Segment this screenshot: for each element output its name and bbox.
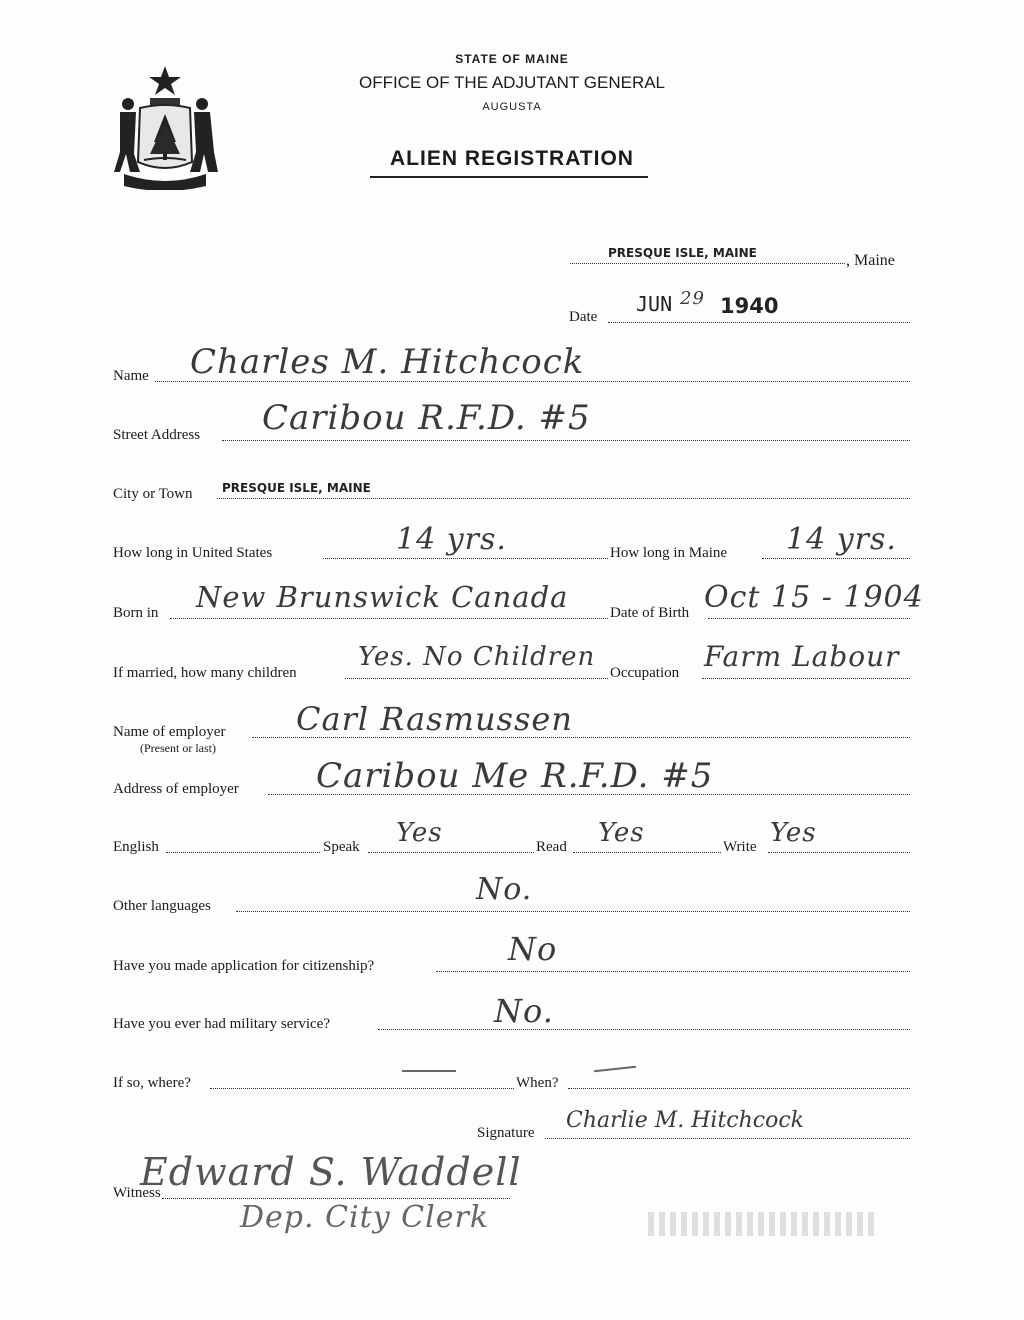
date-stamp-year: 1940	[720, 294, 779, 318]
value-born-in: New Brunswick Canada	[196, 580, 569, 614]
value-street-address: Caribou R.F.D. #5	[262, 398, 591, 438]
when-dash-mark	[594, 1066, 636, 1072]
label-other-languages: Other languages	[113, 898, 211, 914]
label-born-in: Born in	[113, 605, 159, 621]
value-employer-address: Caribou Me R.F.D. #5	[316, 756, 714, 796]
label-signature: Signature	[477, 1125, 535, 1141]
label-occupation: Occupation	[610, 665, 680, 681]
label-speak: Speak	[323, 839, 360, 855]
label-city-town: City or Town	[113, 486, 193, 502]
label-street-address: Street Address	[113, 427, 201, 443]
label-witness: Witness	[113, 1185, 161, 1201]
title-underline	[370, 176, 648, 178]
value-read: Yes	[598, 818, 645, 848]
value-date-of-birth: Oct 15 - 1904	[704, 580, 924, 615]
label-name: Name	[113, 368, 149, 384]
label-when: When?	[516, 1075, 559, 1091]
value-witness-title: Dep. City Clerk	[240, 1200, 489, 1235]
label-where: If so, where?	[113, 1075, 191, 1091]
value-write: Yes	[770, 818, 817, 848]
label-employer-name: Name of employer	[113, 724, 226, 740]
value-name: Charles M. Hitchcock	[190, 342, 585, 382]
label-date-of-birth: Date of Birth	[610, 605, 690, 621]
date-day-handwritten: 29	[680, 288, 705, 309]
value-signature: Charlie M. Hitchcock	[566, 1108, 805, 1133]
value-citizenship: No	[508, 930, 558, 968]
label-citizenship: Have you made application for citizenship?	[113, 958, 375, 974]
date-stamp-month: JUN	[636, 292, 673, 316]
label-english: English	[113, 839, 159, 855]
label-employer-address: Address of employer	[113, 781, 239, 797]
faded-stamp-smudge	[648, 1212, 878, 1236]
label-how-long-us: How long in United States	[113, 545, 273, 561]
value-how-long-maine: 14 yrs.	[786, 522, 897, 557]
form-title: ALIEN REGISTRATION	[390, 147, 634, 170]
header-city: AUGUSTA	[482, 101, 542, 113]
label-how-long-maine: How long in Maine	[610, 545, 728, 561]
place-suffix: , Maine	[846, 252, 895, 269]
date-label: Date	[569, 309, 598, 325]
label-write: Write	[723, 839, 757, 855]
value-occupation: Farm Labour	[704, 640, 900, 673]
value-speak: Yes	[396, 818, 443, 848]
seal-banner-text: MAINE	[146, 172, 180, 182]
place-stamp: PRESQUE ISLE, MAINE	[608, 246, 757, 260]
label-read: Read	[536, 839, 567, 855]
value-city-stamp: PRESQUE ISLE, MAINE	[222, 481, 371, 495]
value-employer-name: Carl Rasmussen	[296, 700, 573, 738]
value-witness: Edward S. Waddell	[140, 1150, 522, 1194]
value-married-children: Yes. No Children	[358, 642, 596, 672]
label-employer-note: (Present or last)	[140, 741, 216, 755]
label-married-children: If married, how many children	[113, 665, 297, 681]
value-how-long-us: 14 yrs.	[396, 522, 507, 557]
header-state: STATE OF MAINE	[455, 52, 569, 66]
value-other-languages: No.	[476, 872, 533, 907]
label-military-service: Have you ever had military service?	[113, 1016, 330, 1032]
value-military-service: No.	[494, 992, 554, 1030]
where-dash-mark	[402, 1070, 456, 1072]
header-office: OFFICE OF THE ADJUTANT GENERAL	[358, 73, 666, 92]
